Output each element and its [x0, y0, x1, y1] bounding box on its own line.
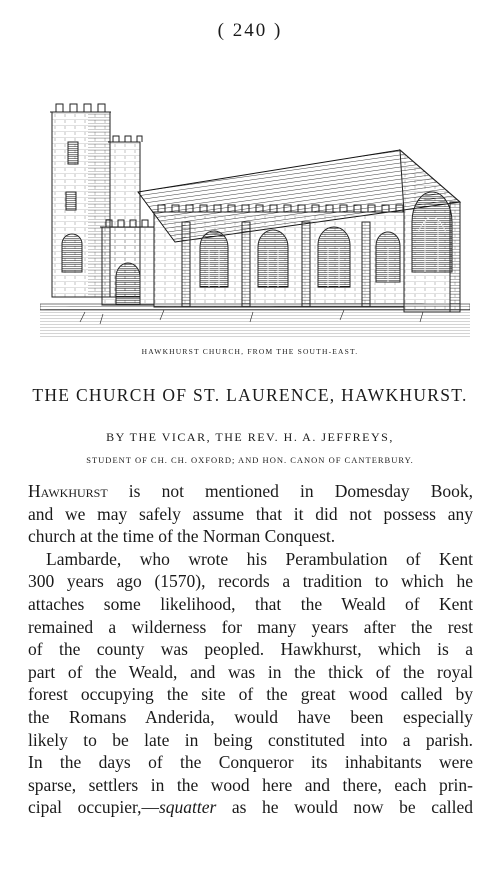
text-line: forest occupying the site of the great wood called by — [28, 684, 473, 705]
text-line: of the county was peopled. Hawkhurst, which is a — [28, 639, 473, 660]
text-line: remained a wilderness for many years after the rest — [28, 616, 473, 637]
text-line: Lambarde, who wrote his Perambulation of Kent — [46, 548, 473, 569]
text-line: In the days of the Conqueror its inhabitants were — [28, 752, 473, 773]
illustration-caption: HAWKHURST CHURCH, FROM THE SOUTH-EAST. — [141, 347, 359, 356]
text-line: attaches some likelihood, that the Weald of Kent — [28, 593, 473, 614]
drop-word: Hawkhurst — [28, 481, 108, 501]
text-span: cipal occupier,— — [28, 797, 159, 818]
text-line: 300 years ago (1570), records a tradition to which he — [28, 571, 473, 592]
text-line: sparse, settlers in the wood here and there, each prin- — [28, 774, 473, 795]
italic-word: squatter — [158, 797, 217, 818]
text-line: part of the Weald, and was in the thick of the royal — [28, 661, 473, 682]
article-title: THE CHURCH OF ST. LAURENCE, HAWKHURST. — [32, 385, 468, 405]
text-line — [28, 796, 473, 819]
author-affiliation: STUDENT OF CH. CH. OXFORD; AND HON. CANON OF CANTERBURY. — [86, 455, 414, 465]
church-illustration — [40, 72, 470, 337]
text-line: church at the time of the Norman Conquest. — [28, 526, 336, 547]
author-byline: BY THE VICAR, THE REV. H. A. JEFFREYS, — [106, 430, 394, 444]
page-number: ( 240 ) — [217, 20, 283, 41]
text-line: likely to be late in being constituted into a parish. — [28, 729, 473, 750]
text-span: as he would now be called — [216, 797, 473, 818]
text-span: is not mentioned in Domesday Book, — [107, 481, 473, 501]
body-text — [28, 480, 473, 819]
text-line: the Romans Anderida, would have been especially — [28, 706, 473, 727]
text-line — [28, 480, 473, 503]
text-line: and we may safely assume that it did not possess any — [28, 503, 473, 524]
